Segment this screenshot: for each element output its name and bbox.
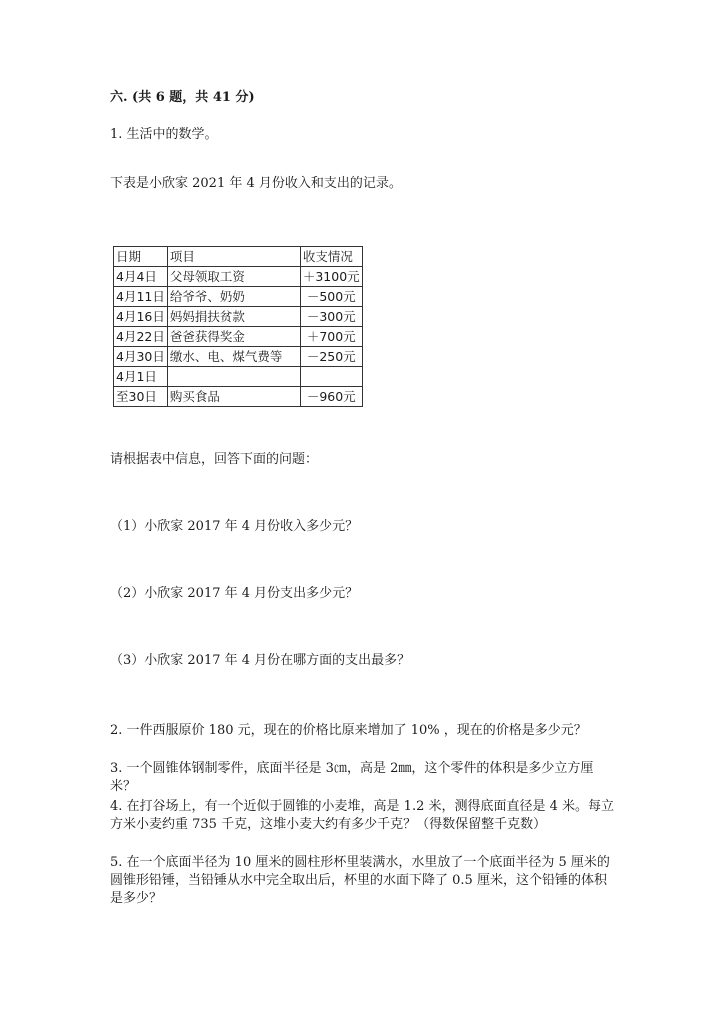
header-date: 日期 xyxy=(114,247,168,267)
table-cell-item xyxy=(167,367,300,387)
table-cell-date: 4月4日 xyxy=(114,267,168,287)
table-cell-amount: －250元 xyxy=(300,347,362,367)
table-cell-amount: ＋3100元 xyxy=(300,267,362,287)
table-cell-date: 4月16日 xyxy=(114,307,168,327)
question-3: 3. 一个圆锥体钢制零件，底面半径是 3㎝，高是 2㎜，这个零件的体积是多少立方厘米？ xyxy=(110,761,594,794)
header-item: 项目 xyxy=(167,247,300,267)
table-cell-item: 给爷爷、奶奶 xyxy=(167,287,300,307)
table-row xyxy=(114,287,363,307)
income-expense-table xyxy=(113,246,363,407)
table-cell-date: 至30日 xyxy=(114,387,168,407)
question-1-prompt: 请根据表中信息，回答下面的问题： xyxy=(110,452,319,467)
question-5: 5. 在一个底面半径为 10 厘米的圆柱形杯里装满水，水里放了一个底面半径为 5 厘米的圆锥形铅锤，当铅锤从水中完全取出后，杯里的水面下降了 0.5 厘米，这个铅锤的体积是多少？ xyxy=(110,855,610,906)
table-row xyxy=(114,307,363,327)
question-1-sub-1: （1）小欣家 2017 年 4 月份收入多少元？ xyxy=(110,519,359,534)
table-cell-item: 购买食品 xyxy=(167,387,300,407)
question-1-heading: 1. 生活中的数学。 xyxy=(110,127,218,142)
table-cell-item: 父母领取工资 xyxy=(167,267,300,287)
header-amount: 收支情况 xyxy=(300,247,362,267)
question-4: 4. 在打谷场上，有一个近似于圆锥的小麦堆，高是 1.2 米，测得底面直径是 4 米。每立方米小麦约重 735 千克，这堆小麦大约有多少千克？（得数保留整千克数） xyxy=(110,799,615,832)
section-title: 六. (共 6 题，共 41 分) xyxy=(110,90,255,105)
table-cell-date: 4月1日 xyxy=(114,367,168,387)
table-row xyxy=(114,267,363,287)
table-row xyxy=(114,367,363,387)
table-cell-item: 妈妈捐扶贫款 xyxy=(167,307,300,327)
table-cell-amount: ＋700元 xyxy=(300,327,362,347)
table-cell-date: 4月11日 xyxy=(114,287,168,307)
table-cell-item: 缴水、电、煤气费等 xyxy=(167,347,300,367)
table-cell-amount xyxy=(300,367,362,387)
question-1-sub-2: （2）小欣家 2017 年 4 月份支出多少元？ xyxy=(110,586,359,601)
table-cell-item: 爸爸获得奖金 xyxy=(167,327,300,347)
table-row xyxy=(114,387,363,407)
table-cell-date: 4月30日 xyxy=(114,347,168,367)
table-header-row xyxy=(114,247,363,267)
table-row xyxy=(114,347,363,367)
question-1-intro: 下表是小欣家 2021 年 4 月份收入和支出的记录。 xyxy=(110,176,402,191)
question-2: 2. 一件西服原价 180 元，现在的价格比原来增加了 10% ，现在的价格是多少元？ xyxy=(110,723,587,738)
question-1-sub-3: （3）小欣家 2017 年 4 月份在哪方面的支出最多？ xyxy=(110,653,411,668)
table-cell-amount: －300元 xyxy=(300,307,362,327)
table-cell-date: 4月22日 xyxy=(114,327,168,347)
table-cell-amount: －500元 xyxy=(300,287,362,307)
table-cell-amount: －960元 xyxy=(300,387,362,407)
table-row xyxy=(114,327,363,347)
